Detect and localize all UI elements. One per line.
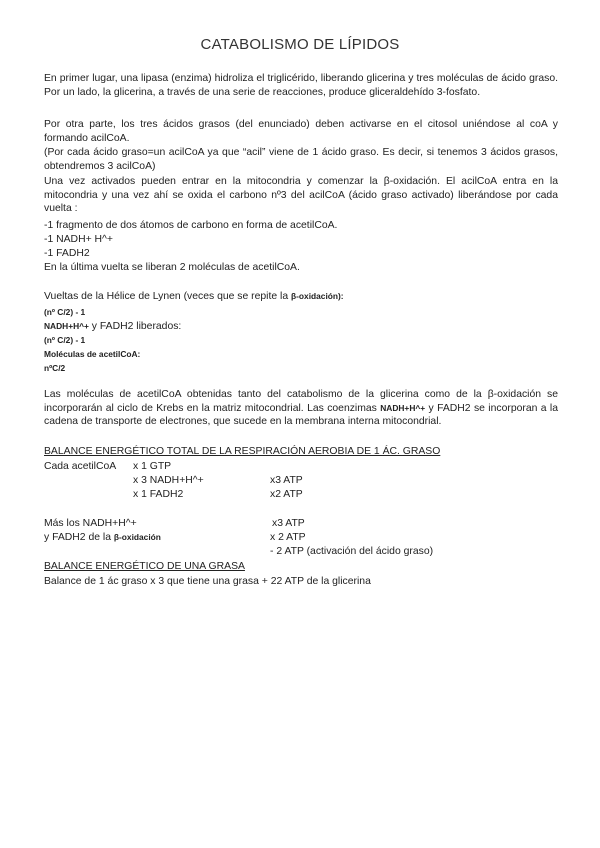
krebs-nadh-bold: NADH+H^+ [380, 402, 426, 413]
krebs-text-part1: Las moléculas de acetilCoA obtenidas tanto del catabolismo de la glicerina como de la β-oxidación se incorporarán al ciclo de Krebs en la matriz mitocondrial. Las coenzimas [44, 389, 558, 414]
release-item-fadh2: -1 FADH2 [44, 248, 90, 259]
beta-oxidation-paragraph: Una vez activados pueden entrar en la mitocondria y comenzar la β-oxidación. El acilCoA entra en la mitocondria y una vez ahí se oxida el carbono nº3 del acilCoA (ácido graso activado) liberándose por cada vuelta : [44, 176, 558, 215]
balance-gtp: x 1 GTP [133, 461, 172, 472]
krebs-paragraph [44, 388, 558, 429]
balance-extra-nadh: Más los NADH+H^+ [44, 518, 137, 529]
page-title: CATABOLISMO DE LÍPIDOS [200, 36, 400, 53]
activation-paragraph: Por otra parte, los tres ácidos grasos (del enunciado) deben activarse en el citosol uniéndose al coA y formando acilCoA. [44, 119, 558, 144]
balance-fadh2-atp: x2 ATP [270, 489, 303, 500]
lynen-formula-turns: (nº C/2) - 1 [44, 307, 86, 317]
lynen-formula-acetilcoa: nºC/2 [44, 363, 66, 373]
balance-activation-cost: - 2 ATP (activación del ácido graso) [270, 546, 434, 557]
lynen-nadh-label: NADH+H^+ [44, 321, 89, 331]
lynen-fadh2-label: y FADH2 liberados: [88, 321, 182, 332]
balance-nadh: x 3 NADH+H^+ [133, 475, 204, 486]
intro-paragraph: En primer lugar, una lipasa (enzima) hidroliza el triglicérido, liberando glicerina y tres moléculas de ácido graso. Por un lado, la glicerina, a través de una serie de reacciones, produce gliceraldehído 3-fosfato. [44, 73, 558, 98]
lynen-heading-text: Vueltas de la Hélice de Lynen (veces que se repite la [44, 291, 289, 302]
balance-heading: BALANCE ENERGÉTICO TOTAL DE LA RESPIRACIÓN AEROBIA DE 1 ÁC. GRASO [44, 446, 441, 457]
last-turn-line: En la última vuelta se liberan 2 moléculas de acetilCoA. [44, 262, 300, 273]
lynen-heading-beta: β-oxidación): [291, 291, 344, 301]
balance-fadh2: x 1 FADH2 [133, 489, 184, 500]
balance-acetilcoa-label: Cada acetilCoA [44, 461, 117, 472]
balance-extra-fadh2 [44, 531, 161, 545]
release-item-nadh: -1 NADH+ H^+ [44, 234, 113, 245]
balance-nadh-atp: x3 ATP [270, 475, 303, 486]
lynen-heading [44, 290, 344, 304]
balance-extra-nadh-atp: x3 ATP [272, 518, 305, 529]
krebs-text-part2: y FADH2 se incorporan a la cadena de transporte de electrones, que sucede en la membrana interna mitocondrial. [44, 402, 559, 428]
balance-extra-fadh2-atp: x 2 ATP [270, 532, 306, 543]
lynen-acetilcoa-label: Moléculas de acetilCoA: [44, 349, 141, 359]
lynen-formula-coenzymes: (nº C/2) - 1 [44, 335, 86, 345]
grasa-balance-text: Balance de 1 ác graso x 3 que tiene una grasa + 22 ATP de la glicerina [44, 576, 371, 587]
release-item-acetilcoa: -1 fragmento de dos átomos de carbono en forma de acetilCoA. [44, 220, 338, 231]
lynen-coenzymes-line [44, 320, 181, 334]
acilcoa-note-paragraph: (Por cada ácido graso=un acilCoA ya que “acil” viene de 1 ácido graso. Es decir, si tenemos 3 ácidos grasos, obtendremos 3 acilCoA) [44, 147, 558, 172]
balance-extra-fadh2-text: y FADH2 de la [44, 532, 111, 543]
grasa-heading: BALANCE ENERGÉTICO DE UNA GRASA [44, 561, 245, 572]
balance-extra-beta: β-oxidación [113, 532, 161, 542]
